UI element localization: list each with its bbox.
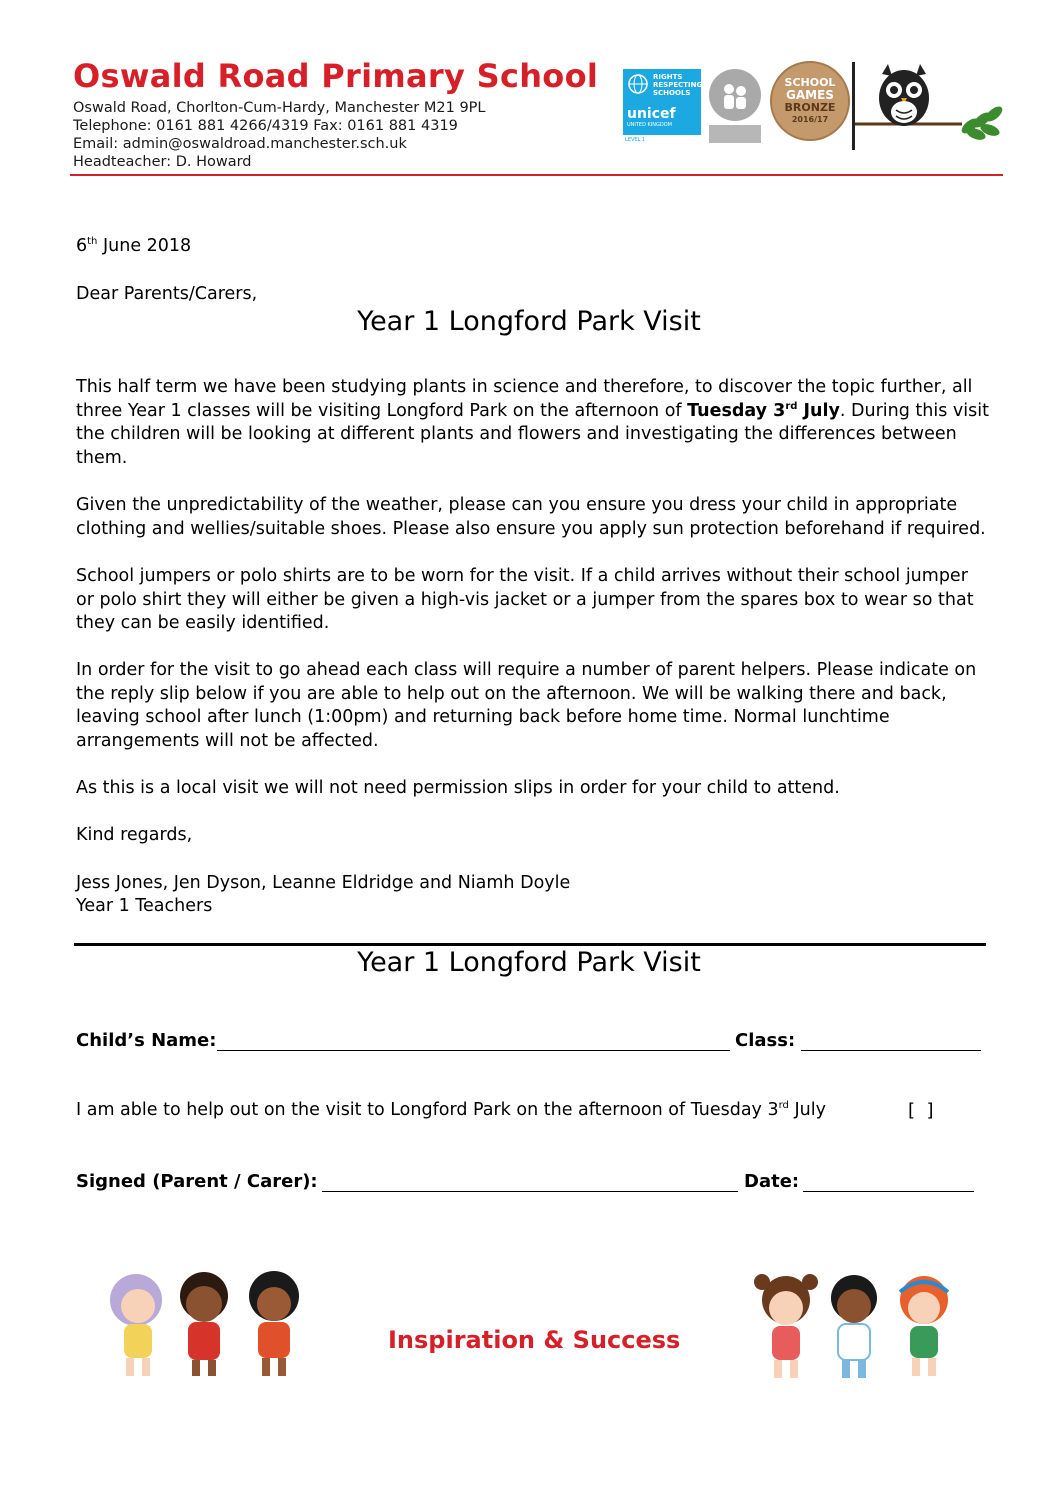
rrs-line-3: SCHOOLS bbox=[653, 89, 691, 97]
games-line-2: GAMES bbox=[786, 88, 834, 102]
help-statement bbox=[76, 1100, 826, 1120]
child-name-label: Child’s Name: bbox=[76, 1030, 217, 1051]
unicef-sub: UNITED KINGDOM bbox=[627, 122, 672, 128]
globe-icon bbox=[627, 73, 649, 95]
children-illustration-right bbox=[748, 1268, 962, 1388]
p1-text-a: This half term we have been studying plants in science and therefore, to discover the topic further, all three Year 1 classes will be visiting Longford Park on the afternoon of bbox=[76, 377, 973, 421]
salutation: Dear Parents/Carers, bbox=[76, 284, 258, 304]
rrs-line-2: RESPECTING bbox=[653, 81, 703, 89]
silver-sport-badge bbox=[709, 69, 761, 121]
school-motto: Inspiration & Success bbox=[388, 1326, 681, 1354]
games-year: 2016/17 bbox=[791, 115, 829, 124]
school-name: Oswald Road Primary School bbox=[73, 57, 599, 95]
p1-text-b: . During this visit the children will be looking at different plants and flowers and investigating the differences between them. bbox=[76, 400, 989, 469]
signed-label: Signed (Parent / Carer): bbox=[76, 1171, 318, 1192]
header-divider bbox=[70, 174, 1003, 176]
children-icon bbox=[709, 69, 761, 121]
games-line-3: BRONZE bbox=[784, 101, 836, 114]
signatories: Jess Jones, Jen Dyson, Leanne Eldridge and Niamh Doyle bbox=[76, 873, 571, 893]
paragraph-5: As this is a local visit we will not need permission slips in order for your child to attend. bbox=[76, 778, 840, 798]
signatory-role: Year 1 Teachers bbox=[76, 896, 213, 916]
rights-respecting-badge bbox=[623, 69, 701, 135]
date-field[interactable] bbox=[803, 1191, 974, 1192]
class-field[interactable] bbox=[801, 1050, 981, 1051]
signature-field[interactable] bbox=[322, 1191, 738, 1192]
rrs-line-1: RIGHTS bbox=[653, 73, 683, 81]
school-address: Oswald Road, Chorlton-Cum-Hardy, Manchester M21 9PL bbox=[73, 100, 486, 116]
slip-divider bbox=[74, 943, 986, 946]
letter-title: Year 1 Longford Park Visit bbox=[357, 306, 701, 337]
date-suffix: th bbox=[87, 236, 98, 248]
closing: Kind regards, bbox=[76, 825, 193, 845]
letter-date bbox=[76, 235, 991, 259]
date-label: Date: bbox=[744, 1171, 800, 1192]
owl-logo-icon bbox=[852, 62, 1008, 152]
date-day: 6 bbox=[76, 236, 88, 256]
p1-bold-sup: rd bbox=[785, 400, 798, 412]
p1-bold-b: July bbox=[797, 400, 840, 421]
p1-bold-a: Tuesday 3 bbox=[687, 400, 786, 421]
help-text-b: July bbox=[788, 1100, 826, 1120]
help-checkbox[interactable]: [ ] bbox=[908, 1100, 934, 1121]
paragraph-1 bbox=[76, 376, 991, 471]
children-illustration-left bbox=[98, 1266, 312, 1386]
school-phone: Telephone: 0161 881 4266/4319 Fax: 0161 881 4319 bbox=[73, 118, 458, 134]
paragraph-2: Given the unpredictability of the weather, please can you ensure you dress your child in appropriate clothing and wellies/suitable shoes. Please also ensure you apply sun protection beforehand if required. bbox=[76, 495, 986, 539]
school-email: Email: admin@oswaldroad.manchester.sch.uk bbox=[73, 136, 407, 152]
headteacher: Headteacher: D. Howard bbox=[73, 154, 252, 170]
help-text-a: I am able to help out on the visit to Longford Park on the afternoon of Tuesday 3 bbox=[76, 1100, 779, 1120]
unicef-logo: unicef bbox=[627, 106, 676, 122]
school-games-bronze-badge bbox=[770, 61, 850, 141]
child-name-field[interactable] bbox=[217, 1050, 730, 1051]
games-line-1: SCHOOL bbox=[784, 76, 836, 89]
rrs-level: LEVEL 1 bbox=[625, 137, 646, 143]
help-text-sup: rd bbox=[778, 1100, 789, 1112]
class-label: Class: bbox=[735, 1030, 796, 1051]
paragraph-4: In order for the visit to go ahead each class will require a number of parent helpers. Please indicate on the reply slip below if you are able to help out on the afternoon. We will be walking there and back, leaving school after lunch (1:00pm) and returning back before home time. Normal lunchtime arrangements will not be affected. bbox=[76, 660, 977, 752]
paragraph-3: School jumpers or polo shirts are to be worn for the visit. If a child arrives without their school jumper or polo shirt they will either be given a high-vis jacket or a jumper from the spares box to wear so that they can be easily identified. bbox=[76, 566, 974, 634]
silver-sport-label bbox=[709, 125, 761, 143]
slip-title: Year 1 Longford Park Visit bbox=[357, 947, 701, 978]
date-rest: June 2018 bbox=[97, 236, 192, 256]
